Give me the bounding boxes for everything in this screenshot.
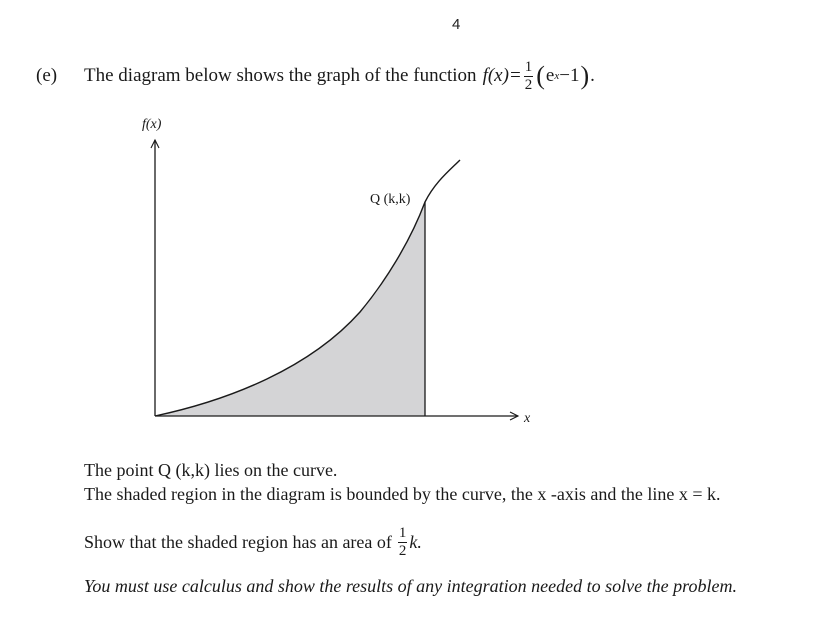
minus-one: −1 xyxy=(559,65,580,86)
area-denominator: 2 xyxy=(398,543,407,559)
area-fraction xyxy=(398,526,408,559)
y-axis-label: f(x) xyxy=(142,117,162,132)
open-paren: ( xyxy=(536,61,545,90)
function-definition xyxy=(483,60,595,93)
x-axis-label: x xyxy=(524,411,531,426)
half-fraction xyxy=(524,60,534,93)
end-punctuation: . xyxy=(590,65,595,86)
body-line-region-bounds: The shaded region in the diagram is bounded by the curve, the x -axis and the line x = k. xyxy=(84,484,721,504)
area-variable: k. xyxy=(409,532,422,552)
function-lhs: f(x)= xyxy=(482,65,522,86)
question-statement xyxy=(36,56,595,96)
fraction-denominator: 2 xyxy=(524,76,533,93)
fraction-numerator: 1 xyxy=(524,58,533,75)
calculus-instruction: You must use calculus and show the results of any integration needed to solve the problem. xyxy=(84,576,737,596)
body-line-point-on-curve: The point Q (k,k) lies on the curve. xyxy=(84,460,338,480)
show-prefix: Show that the shaded region has an area of xyxy=(84,532,392,552)
close-paren: ) xyxy=(580,61,590,90)
show-that-prompt xyxy=(84,526,422,559)
part-label: (e) xyxy=(36,65,58,86)
question-intro-text: The diagram below shows the graph of the function xyxy=(84,65,477,86)
function-graph-diagram xyxy=(120,110,560,430)
page-number: 4 xyxy=(452,16,461,33)
exp-power: x xyxy=(554,70,560,82)
shaded-region xyxy=(155,202,425,416)
area-numerator: 1 xyxy=(398,525,407,541)
exp-base: e xyxy=(545,65,555,86)
point-q-label: Q (k,k) xyxy=(370,192,411,207)
